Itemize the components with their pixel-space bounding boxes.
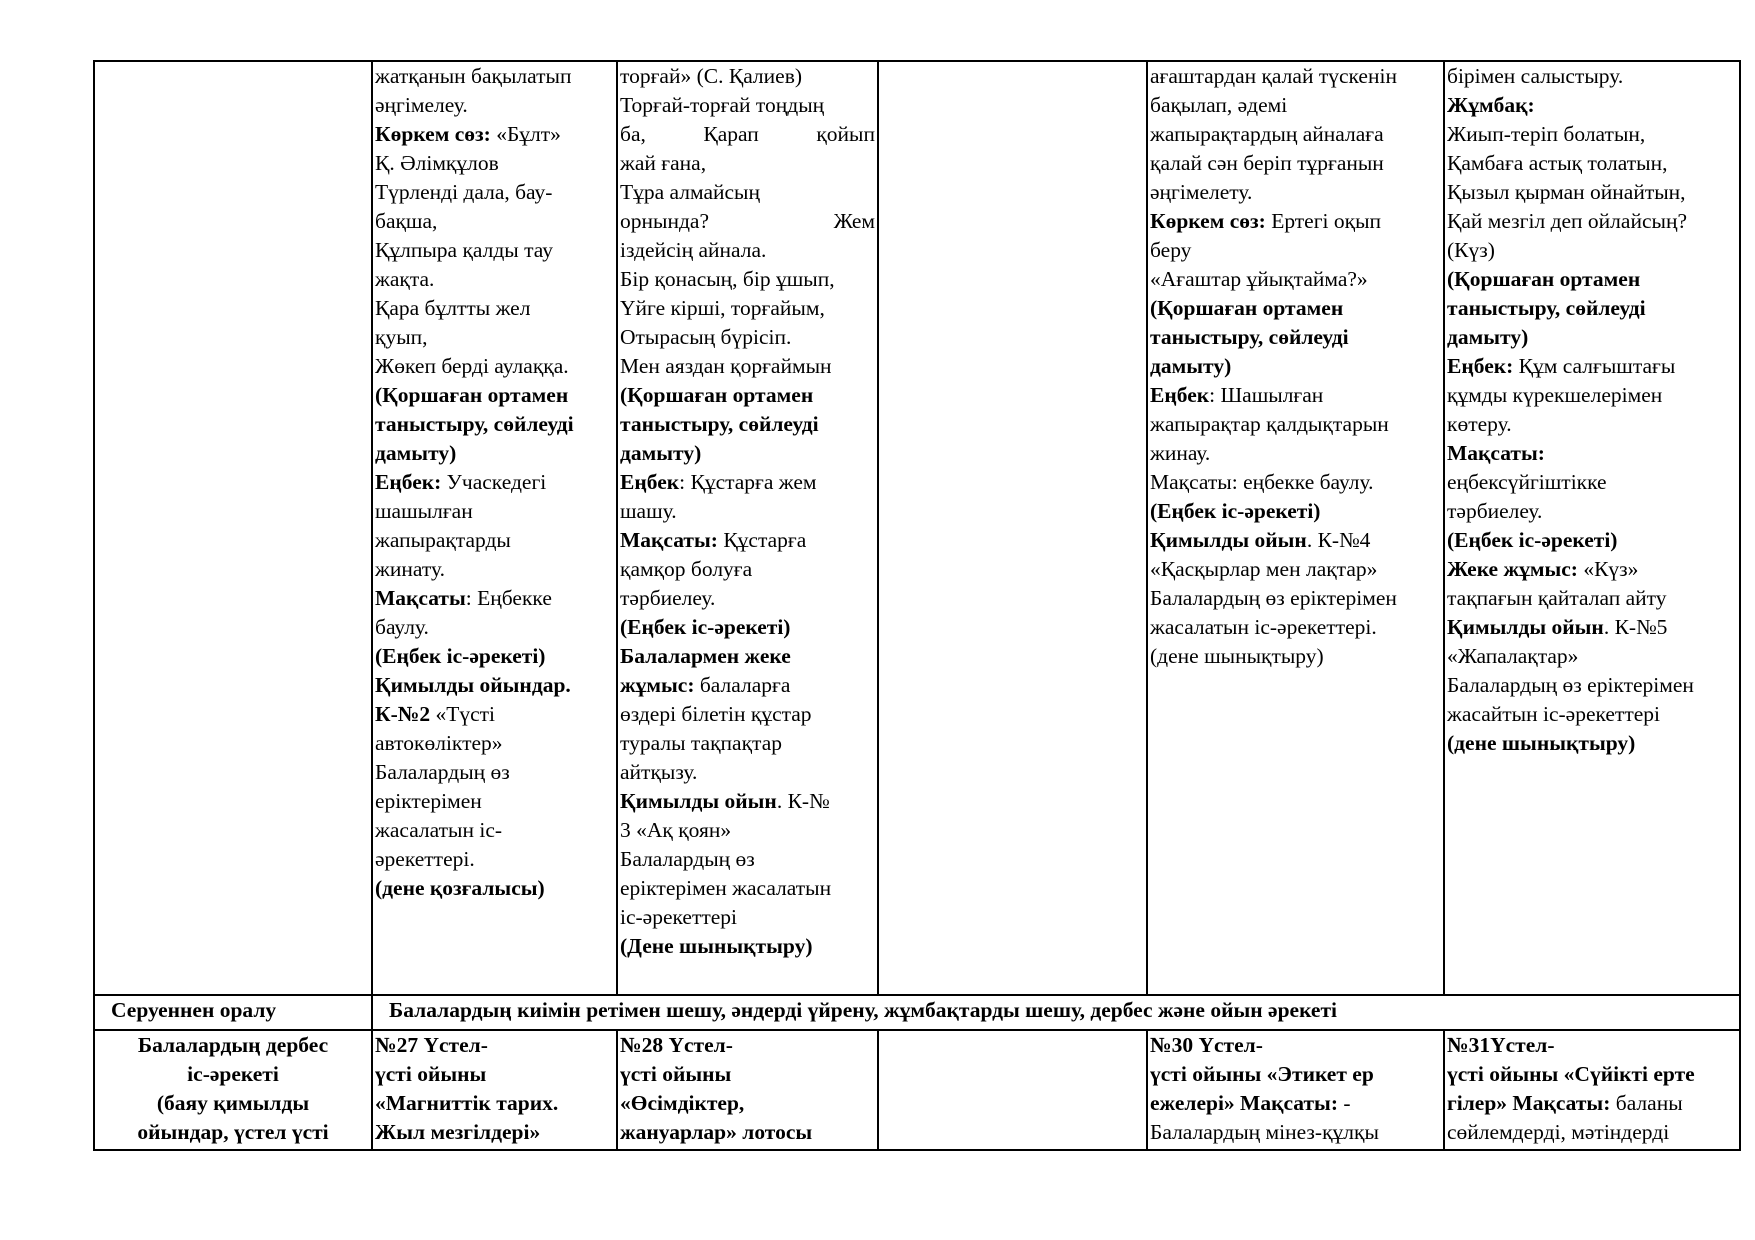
text-segment: Құм салғыштағы	[1513, 354, 1676, 378]
text-line	[375, 236, 614, 265]
text-line	[620, 874, 875, 903]
text-line	[1447, 526, 1737, 555]
plan-table	[93, 60, 1741, 1151]
text-segment: еріктерімен жасалатын	[620, 876, 832, 900]
text-line	[620, 207, 875, 236]
day-2-game-cell	[617, 1030, 878, 1150]
text-line	[1447, 671, 1737, 700]
text-line	[1150, 323, 1441, 352]
text-line	[1150, 236, 1441, 265]
text-line	[620, 1089, 875, 1118]
text-segment: 3 «Ақ қоян»	[620, 818, 732, 842]
walk-activities-row	[94, 61, 1740, 995]
text-segment: ба, Қарап қойып	[620, 122, 875, 146]
day-3-game-cell	[878, 1030, 1147, 1150]
text-segment: . К-№	[776, 789, 830, 813]
text-segment: Жиып-теріп болатын,	[1447, 122, 1646, 146]
text-line	[620, 149, 875, 178]
bold-text: Мақсаты	[375, 586, 466, 610]
bold-text: дамыту)	[620, 441, 702, 465]
text-line	[620, 381, 875, 410]
text-segment: «Ағаштар ұйықтайма?»	[1150, 267, 1368, 291]
text-line	[620, 787, 875, 816]
text-line	[375, 1031, 614, 1060]
text-line	[1150, 178, 1441, 207]
text-segment: еріктерімен	[375, 789, 482, 813]
text-line	[375, 439, 614, 468]
text-line	[1447, 1031, 1737, 1060]
text-segment: ағаштардан қалай түскенін	[1150, 64, 1397, 88]
bold-text: Қимылды ойындар.	[375, 673, 571, 697]
text-line	[375, 207, 614, 236]
text-line	[1150, 91, 1441, 120]
text-line	[1447, 700, 1737, 729]
text-segment: Балалардың өз	[375, 760, 510, 784]
text-segment: әңгімелеу.	[375, 93, 468, 117]
text-line	[375, 584, 614, 613]
text-segment: жатқанын бақылатып	[375, 64, 572, 88]
text-segment: балаларға	[694, 673, 791, 697]
text-line	[620, 816, 875, 845]
text-line	[375, 729, 614, 758]
bold-text: жұмыс:	[620, 673, 695, 697]
text-segment: жинау.	[1150, 441, 1211, 465]
bold-text: (Қоршаған ортамен	[620, 383, 814, 407]
text-segment: Бір қонасың, бір ұшып,	[620, 267, 835, 291]
text-line	[620, 613, 875, 642]
text-line	[375, 671, 614, 700]
text-segment: торғай» (С. Қалиев)	[620, 64, 803, 88]
text-line	[1150, 613, 1441, 642]
text-segment: сөйлемдерді, мәтіндерді	[1447, 1120, 1670, 1144]
text-segment: тәрбиелеу.	[1447, 499, 1543, 523]
bold-text: (Қоршаған ортамен	[375, 383, 569, 407]
text-segment: бақылап, әдемі	[1150, 93, 1288, 117]
text-line	[620, 845, 875, 874]
text-segment: тәрбиелеу.	[620, 586, 716, 610]
text-line	[375, 1118, 614, 1147]
bold-text: №30 Үстел-	[1150, 1033, 1263, 1057]
text-segment: Балалардың өз	[620, 847, 755, 871]
text-segment: қамқор болуға	[620, 557, 753, 581]
text-segment: Қай мезгіл деп ойлайсың?	[1447, 209, 1687, 233]
text-segment: бақша,	[375, 209, 438, 233]
text-segment: беру	[1150, 238, 1192, 262]
text-line	[620, 91, 875, 120]
day-2-walk-cell	[617, 61, 878, 995]
text-line	[375, 816, 614, 845]
text-segment: орнында? Жем	[620, 209, 875, 233]
text-segment: бірімен салыстыру.	[1447, 64, 1624, 88]
text-segment: Мен аяздан қорғаймын	[620, 354, 832, 378]
text-line	[1150, 1031, 1441, 1060]
text-line	[620, 236, 875, 265]
independent-label-line: іс-әрекеті	[187, 1062, 279, 1086]
day-4-walk-cell	[1147, 61, 1444, 995]
bold-text: (Еңбек іс-әрекеті)	[375, 644, 546, 668]
text-line	[375, 642, 614, 671]
text-line	[1150, 1118, 1441, 1147]
text-line	[375, 352, 614, 381]
text-line	[375, 91, 614, 120]
text-line	[620, 584, 875, 613]
row-label-cell-empty	[94, 61, 372, 995]
bold-text: Көркем сөз:	[1150, 209, 1266, 233]
text-line	[1447, 642, 1737, 671]
text-segment: қалай сән беріп тұрғанын	[1150, 151, 1384, 175]
text-line	[1447, 439, 1737, 468]
text-segment: Балалардың өз еріктерімен	[1447, 673, 1694, 697]
text-line	[1447, 468, 1737, 497]
text-segment: «Бұлт»	[490, 122, 561, 146]
bold-text: Еңбек	[620, 470, 680, 494]
bold-text: (дене шынықтыру)	[1447, 731, 1636, 755]
text-line	[1447, 381, 1737, 410]
text-segment: Қызыл қырман ойнайтын,	[1447, 180, 1686, 204]
bold-text: Еңбек:	[375, 470, 442, 494]
text-line	[375, 497, 614, 526]
bold-text: №28 Үстел-	[620, 1033, 733, 1057]
text-line	[1150, 526, 1441, 555]
text-line	[375, 323, 614, 352]
text-line	[375, 874, 614, 903]
text-line	[1150, 439, 1441, 468]
text-line	[1447, 294, 1737, 323]
text-segment: Қамбаға астық толатын,	[1447, 151, 1668, 175]
text-line	[1150, 642, 1441, 671]
text-segment: жапырақтарды	[375, 528, 511, 552]
text-segment: «Күз»	[1577, 557, 1639, 581]
text-segment: Түрленді дала, бау-	[375, 180, 553, 204]
text-line	[1150, 497, 1441, 526]
text-line	[1150, 62, 1441, 91]
text-segment: Құлпыра қалды тау	[375, 238, 553, 262]
bold-text: «Өсімдіктер,	[620, 1091, 745, 1115]
text-line	[620, 468, 875, 497]
text-line	[375, 787, 614, 816]
text-line	[1447, 62, 1737, 91]
bold-text: (Еңбек іс-әрекеті)	[1150, 499, 1321, 523]
text-segment: . К-№5	[1603, 615, 1668, 639]
text-segment: автокөліктер»	[375, 731, 503, 755]
text-line	[1447, 584, 1737, 613]
return-label: Серуеннен оралу	[94, 995, 372, 1030]
bold-text: дамыту)	[1447, 325, 1529, 349]
bold-text: Қимылды ойын	[1447, 615, 1604, 639]
text-segment: жай ғана,	[620, 151, 707, 175]
text-line	[620, 352, 875, 381]
text-segment: еңбексүйгіштікке	[1447, 470, 1607, 494]
text-segment: жапырақтар қалдықтарын	[1150, 412, 1389, 436]
text-segment: Тұра алмайсың	[620, 180, 761, 204]
text-line	[1150, 120, 1441, 149]
text-segment: баланы	[1610, 1091, 1683, 1115]
text-segment: әңгімелету.	[1150, 180, 1253, 204]
text-line	[1150, 1060, 1441, 1089]
text-line	[620, 932, 875, 961]
text-segment: «Қасқырлар мен лақтар»	[1150, 557, 1378, 581]
text-segment: әрекеттері.	[375, 847, 475, 871]
text-segment: жасалатын іс-әрекеттері.	[1150, 615, 1377, 639]
text-line	[375, 381, 614, 410]
text-line	[620, 729, 875, 758]
text-line	[1447, 120, 1737, 149]
text-line	[375, 526, 614, 555]
bold-text: таныстыру, сөйлеуді	[375, 412, 574, 436]
text-line	[620, 439, 875, 468]
bold-text: таныстыру, сөйлеуді	[620, 412, 819, 436]
day-3-walk-cell	[878, 61, 1147, 995]
text-segment: Торғай-торғай тоңдың	[620, 93, 825, 117]
text-line	[620, 1060, 875, 1089]
text-line	[1150, 149, 1441, 178]
bold-text: Мақсаты:	[620, 528, 718, 552]
text-segment: «Жапалақтар»	[1447, 644, 1579, 668]
text-line	[1447, 1060, 1737, 1089]
text-line	[1447, 410, 1737, 439]
text-segment: жасайтын іс-әрекеттері	[1447, 702, 1660, 726]
bold-text: үсті ойыны «Этикет ер	[1150, 1062, 1374, 1086]
text-line	[375, 613, 614, 642]
day-5-game-cell	[1444, 1030, 1740, 1150]
text-segment: қуып,	[375, 325, 428, 349]
text-segment: Қ. Әлімқұлов	[375, 151, 499, 175]
text-segment: Мақсаты: еңбекке баулу.	[1150, 470, 1374, 494]
text-line	[620, 410, 875, 439]
bold-text: №27 Үстел-	[375, 1033, 488, 1057]
text-line	[1150, 207, 1441, 236]
independent-label-line: (баяу қимылды	[156, 1091, 310, 1115]
text-line	[620, 903, 875, 932]
text-segment: шашылған	[375, 499, 473, 523]
text-segment: жасалатын іс-	[375, 818, 503, 842]
return-from-walk-row	[94, 995, 1740, 1030]
text-line	[375, 294, 614, 323]
text-line	[1150, 294, 1441, 323]
text-segment: жақта.	[375, 267, 435, 291]
day-5-walk-cell	[1444, 61, 1740, 995]
bold-text: Жеке жұмыс:	[1447, 557, 1578, 581]
text-line	[375, 468, 614, 497]
bold-text: Қимылды ойын	[620, 789, 777, 813]
text-line	[1150, 265, 1441, 294]
text-line	[1447, 1118, 1737, 1147]
text-segment: құмды күрекшелерімен	[1447, 383, 1663, 407]
text-line	[1150, 410, 1441, 439]
text-line	[1447, 1089, 1737, 1118]
text-line	[375, 555, 614, 584]
text-line	[375, 120, 614, 149]
text-segment: шашу.	[620, 499, 677, 523]
text-segment: жапырақтардың айналаға	[1150, 122, 1384, 146]
independent-activity-row	[94, 1030, 1740, 1150]
text-line	[620, 642, 875, 671]
text-segment: Отырасың бүрісіп.	[620, 325, 792, 349]
text-line	[620, 62, 875, 91]
bold-text: (Еңбек іс-әрекеті)	[620, 615, 791, 639]
text-line	[375, 758, 614, 787]
bold-text: таныстыру, сөйлеуді	[1150, 325, 1349, 349]
bold-text: үсті ойыны	[375, 1062, 487, 1086]
day-1-game-cell	[372, 1030, 617, 1150]
text-segment: баулу.	[375, 615, 429, 639]
bold-text: (Қоршаған ортамен	[1150, 296, 1344, 320]
text-line	[620, 294, 875, 323]
bold-text: Еңбек:	[1447, 354, 1514, 378]
text-segment: : Еңбекке	[465, 586, 552, 610]
independent-label-cell	[94, 1030, 372, 1150]
text-line	[1447, 352, 1737, 381]
day-4-game-cell	[1147, 1030, 1444, 1150]
bold-text: (Дене шынықтыру)	[620, 934, 813, 958]
text-line	[1447, 236, 1737, 265]
text-segment: Ертегі оқып	[1265, 209, 1382, 233]
text-line	[1447, 149, 1737, 178]
text-segment: Балалардың өз еріктерімен	[1150, 586, 1397, 610]
text-line	[620, 497, 875, 526]
text-line	[1447, 613, 1737, 642]
text-line	[1150, 352, 1441, 381]
independent-label-line: Балалардың дербес	[137, 1033, 329, 1057]
return-content: Балалардың киімін ретімен шешу, әндерді үйрену, жұмбақтарды шешу, дербес және ойын әрекеті	[372, 995, 1740, 1030]
text-segment: тақпағын қайталап айту	[1447, 586, 1667, 610]
bold-text: ежелері» Мақсаты:	[1150, 1091, 1338, 1115]
bold-text: таныстыру, сөйлеуді	[1447, 296, 1646, 320]
text-line	[620, 1118, 875, 1147]
text-line	[1447, 729, 1737, 758]
bold-text: Қимылды ойын	[1150, 528, 1307, 552]
text-segment: Қара бұлтты жел	[375, 296, 531, 320]
bold-text: (Қоршаған ортамен	[1447, 267, 1641, 291]
text-segment: «Түсті	[430, 702, 496, 726]
day-1-walk-cell	[372, 61, 617, 995]
text-line	[375, 845, 614, 874]
bold-text: Еңбек	[1150, 383, 1210, 407]
text-line	[620, 700, 875, 729]
text-segment: : Құстарға жем	[679, 470, 817, 494]
text-segment: . К-№4	[1306, 528, 1371, 552]
bold-text: Жыл мезгілдері»	[375, 1120, 541, 1144]
text-line	[1447, 91, 1737, 120]
text-line	[620, 758, 875, 787]
text-line	[375, 1089, 614, 1118]
text-segment: Жөкеп берді аулаққа.	[375, 354, 569, 378]
bold-text: Мақсаты:	[1447, 441, 1545, 465]
text-line	[620, 178, 875, 207]
text-segment: көтеру.	[1447, 412, 1512, 436]
text-line	[620, 265, 875, 294]
text-line	[620, 1031, 875, 1060]
bold-text: үсті ойыны	[620, 1062, 732, 1086]
bold-text: (дене қозғалысы)	[375, 876, 545, 900]
text-segment: Үйге кірші, торғайым,	[620, 296, 825, 320]
bold-text: Балалармен жеке	[620, 644, 791, 668]
text-line	[375, 410, 614, 439]
text-line	[620, 323, 875, 352]
text-line	[1447, 207, 1737, 236]
bold-text: №31Үстел-	[1447, 1033, 1555, 1057]
text-line	[620, 555, 875, 584]
bold-text: Жұмбақ:	[1447, 93, 1535, 117]
text-line	[1150, 584, 1441, 613]
text-line	[1447, 265, 1737, 294]
text-line	[1150, 555, 1441, 584]
independent-label-line: ойындар, үстел үсті	[137, 1120, 329, 1144]
bold-text: «Магниттік тарих.	[375, 1091, 559, 1115]
bold-text: (Еңбек іс-әрекеті)	[1447, 528, 1618, 552]
text-line	[375, 62, 614, 91]
text-segment: : Шашылған	[1209, 383, 1324, 407]
text-line	[375, 149, 614, 178]
text-segment: Құстарға	[717, 528, 807, 552]
text-line	[1447, 178, 1737, 207]
bold-text: үсті ойыны «Сүйікті ерте	[1447, 1062, 1695, 1086]
text-line	[375, 178, 614, 207]
text-line	[620, 526, 875, 555]
text-line	[1150, 1089, 1441, 1118]
bold-text: дамыту)	[375, 441, 457, 465]
text-line	[1447, 323, 1737, 352]
text-segment: іс-әрекеттері	[620, 905, 738, 929]
text-line	[1447, 497, 1737, 526]
text-segment: Учаскедегі	[441, 470, 547, 494]
text-segment: айтқызу.	[620, 760, 698, 784]
text-line	[375, 1060, 614, 1089]
text-segment: іздейсің айнала.	[620, 238, 767, 262]
text-line	[375, 265, 614, 294]
text-segment: Балалардың мінез-құлқы	[1150, 1120, 1379, 1144]
bold-text: гілер» Мақсаты:	[1447, 1091, 1611, 1115]
text-line	[620, 671, 875, 700]
text-segment: өздері білетін құстар	[620, 702, 812, 726]
bold-text: Көркем сөз:	[375, 122, 491, 146]
text-segment: -	[1338, 1091, 1351, 1115]
bold-text: жануарлар» лотосы	[620, 1120, 813, 1144]
text-segment: жинату.	[375, 557, 445, 581]
text-line	[620, 120, 875, 149]
text-line	[1150, 468, 1441, 497]
text-line	[375, 700, 614, 729]
bold-text: К-№2	[375, 702, 431, 726]
text-segment: (Күз)	[1447, 238, 1495, 262]
text-line	[1447, 555, 1737, 584]
bold-text: дамыту)	[1150, 354, 1232, 378]
text-segment: туралы тақпақтар	[620, 731, 782, 755]
text-line	[1150, 381, 1441, 410]
text-segment: (дене шынықтыру)	[1150, 644, 1324, 668]
